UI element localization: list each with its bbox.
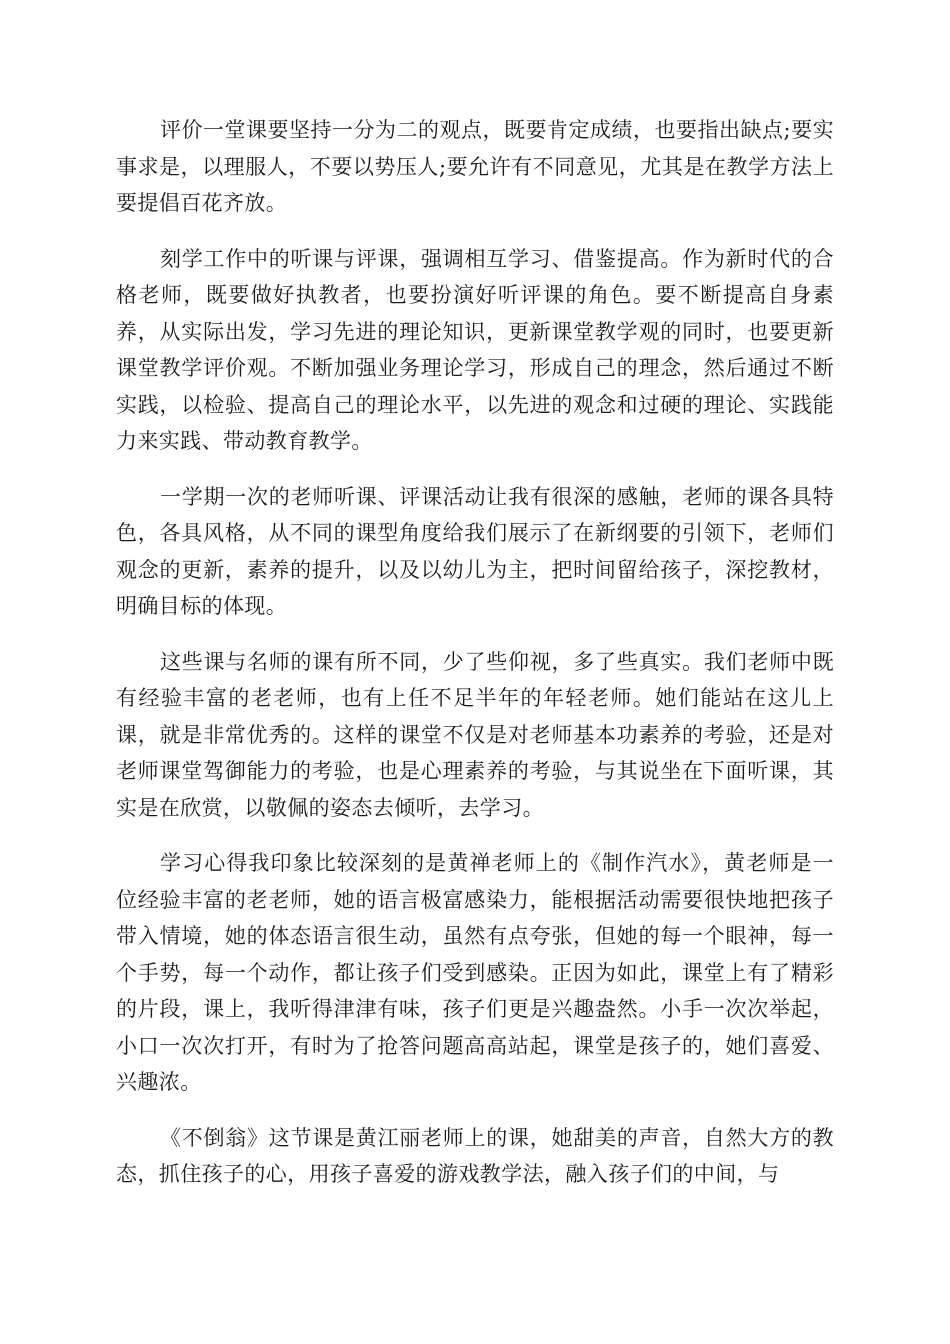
paragraph-2: 刻学工作中的听课与评课，强调相互学习、借鉴提高。作为新时代的合格老师，既要做好执教者，也要扮演好听评课的角色。要不断提高自身素养，从实际出发，学习先进的理论知识，更新课堂教学观的同时，也要更新课堂教学评价观。不断加强业务理论学习，形成自己的理念，然后通过不断实践，以检验、提高自己的理论水平，以先进的观念和过硬的理论、实践能力来实践、带动教育教学。: [116, 246, 834, 453]
document-body: [116, 112, 834, 1212]
paragraph-5: 学习心得我印象比较深刻的是黄禅老师上的《制作汽水》，黄老师是一位经验丰富的老老师，她的语言极富感染力，能根据活动需要很快地把孩子带入情境，她的体态语言很生动，虽然有点夸张，但她的每一个眼神，每一个手势，每一个动作，都让孩子们受到感染。正因为如此，课堂上有了精彩的片段，课上，我听得津津有味，孩子们更是兴趣盎然。小手一次次举起，小口一次次打开，有时为了抢答问题高高站起，课堂是孩子的，她们喜爱、兴趣浓。: [116, 851, 834, 1094]
paragraph-6: 《不倒翁》这节课是黄江丽老师上的课，她甜美的声音，自然大方的教态，抓住孩子的心，用孩子喜爱的游戏教学法，融入孩子们的中间，与: [116, 1125, 834, 1186]
paragraph-3: 一学期一次的老师听课、评课活动让我有很深的感触，老师的课各具特色，各具风格，从不同的课型角度给我们展示了在新纲要的引领下，老师们观念的更新，素养的提升，以及以幼儿为主，把时间留给孩子，深挖教材，明确目标的体现。: [116, 484, 834, 618]
paragraph-1: 评价一堂课要坚持一分为二的观点，既要肯定成绩，也要指出缺点;要实事求是，以理服人，不要以势压人;要允许有不同意见，尤其是在教学方法上要提倡百花齐放。: [116, 118, 834, 215]
paragraph-4: 这些课与名师的课有所不同，少了些仰视，多了些真实。我们老师中既有经验丰富的老老师，也有上任不足半年的年轻老师。她们能站在这儿上课，就是非常优秀的。这样的课堂不仅是对老师基本功素养的考验，还是对老师课堂驾御能力的考验，也是心理素养的考验，与其说坐在下面听课，其实是在欣赏，以敬佩的姿态去倾听，去学习。: [116, 649, 834, 820]
